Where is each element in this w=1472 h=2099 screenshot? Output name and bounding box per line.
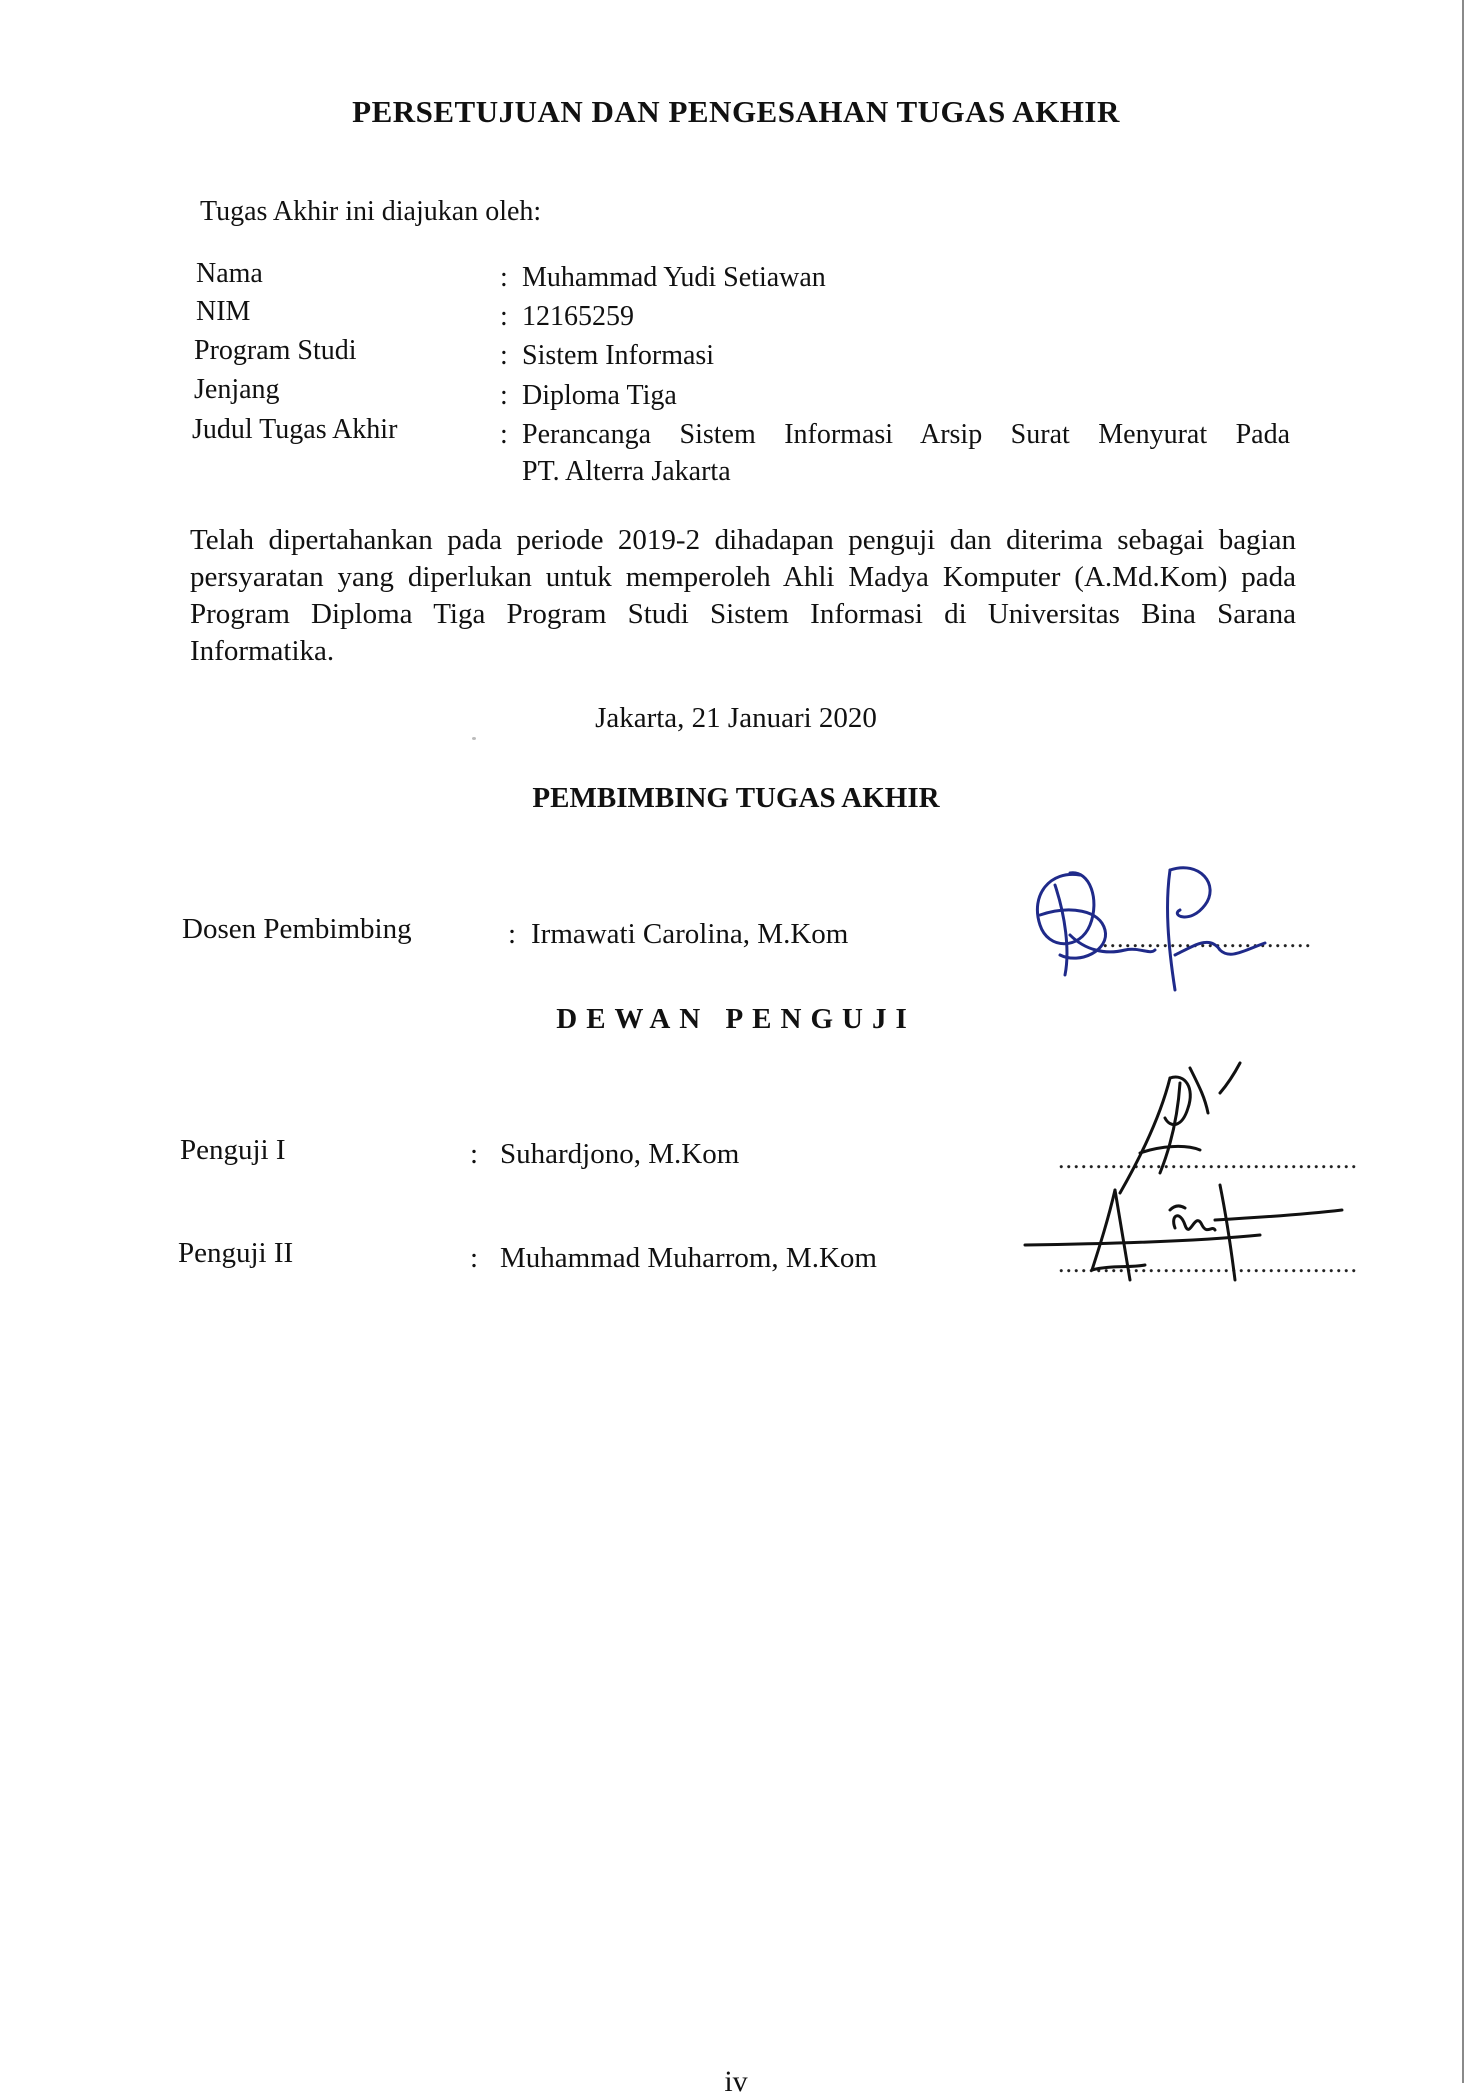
field-label-program-studi: Program Studi [194,335,357,366]
field-colon: : [500,262,508,293]
field-label-jenjang: Jenjang [194,374,280,405]
examiner-1-signature-line: ........................................ [1058,1145,1358,1174]
page-title: PERSETUJUAN DAN PENGESAHAN TUGAS AKHIR [352,94,1120,129]
field-label-nama: Nama [196,258,263,289]
field-colon: : [500,419,508,450]
signing-date: Jakarta, 21 Januari 2020 [595,702,877,734]
examiner-2-name: Muhammad Muharrom, M.Kom [500,1242,877,1274]
examiner-1-name: Suhardjono, M.Kom [500,1138,740,1170]
page-edge [1462,0,1464,2083]
intro-text: Tugas Akhir ini diajukan oleh: [200,196,542,227]
field-colon: : [500,301,508,332]
supervisor-name: Irmawati Carolina, M.Kom [531,918,849,950]
supervisor-signature-line: ............................ [1102,924,1312,953]
examiner-1-label: Penguji I [180,1134,286,1166]
examiner-2-label: Penguji II [178,1237,294,1269]
supervisor-colon: : [508,918,517,950]
examiner-2-signature-line: ........................................ [1058,1249,1358,1278]
field-colon: : [500,340,508,371]
pembimbing-heading: PEMBIMBING TUGAS AKHIR [532,782,940,814]
field-value-program-studi: Sistem Informasi [522,340,715,371]
field-value-judul: Perancanga Sistem Informasi Arsip Surat Menyurat Pada [522,419,1290,450]
field-value-jenjang: Diploma Tiga [522,380,677,411]
scan-speck [472,737,476,740]
examiner-2-colon: : [470,1242,479,1274]
supervisor-label: Dosen Pembimbing [182,913,412,945]
approval-paragraph: Telah dipertahankan pada periode 2019-2 dihadapan penguji dan diterima sebagai bagian persyaratan yang diperlukan untuk memperoleh Ahli Madya Komputer (A.Md.Kom) pada Program Diploma Tiga Program Studi Sistem Informasi di Universitas Bina Sarana Informatika. [190,524,1296,667]
field-value-nama: Muhammad Yudi Setiawan [522,262,826,293]
examiner-2-signature [1020,1170,1350,1290]
field-value-nim: 12165259 [522,301,634,332]
field-label-nim: NIM [196,296,251,327]
supervisor-signature [1010,855,1310,1005]
page-number: iv [724,2065,748,2098]
field-value-judul-line2: PT. Alterra Jakarta [522,456,731,487]
field-colon: : [500,380,508,411]
dewan-penguji-heading: DEWAN PENGUJI [556,1003,916,1035]
field-label-judul: Judul Tugas Akhir [192,414,398,445]
examiner-1-colon: : [470,1138,479,1170]
